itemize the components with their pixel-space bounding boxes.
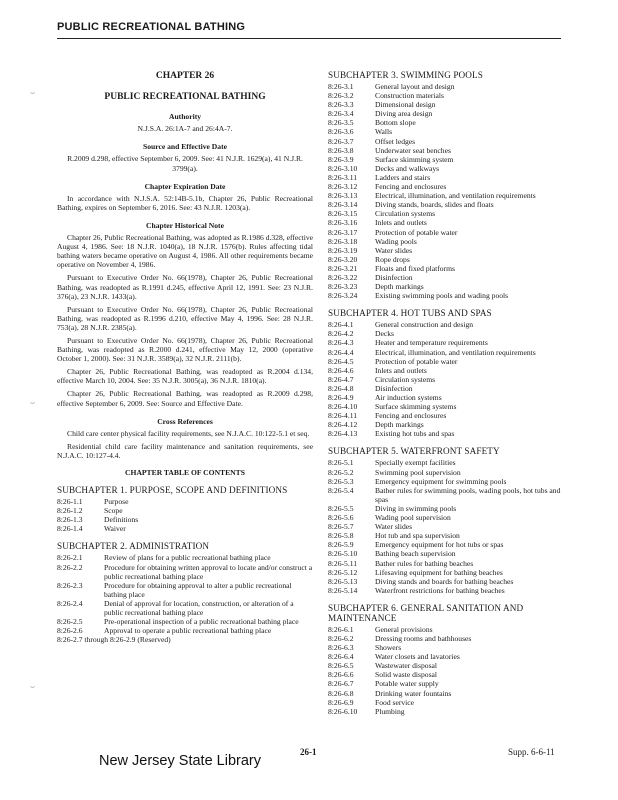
toc-row [328, 366, 563, 375]
subchapter-6-list [328, 625, 563, 716]
section-number: 8:26-4.13 [328, 429, 358, 439]
section-number: 8:26-4.10 [328, 402, 358, 412]
subchapter-4-list [328, 320, 563, 438]
section-title: Solid waste disposal [375, 670, 438, 680]
margin-mark: ⌣ [30, 398, 36, 407]
section-number: 8:26-4.9 [328, 393, 354, 402]
section-number: 8:26-1.3 [57, 515, 83, 525]
section-number: 8:26-2.6 [57, 626, 83, 636]
section-title: Depth markings [375, 282, 424, 292]
section-number: 8:26-5.11 [328, 558, 358, 568]
section-number: 8:26-4.12 [328, 420, 358, 430]
section-title: Rope drops [375, 254, 410, 264]
section-number: 8:26-3.16 [328, 218, 358, 228]
section-number: 8:26-4.4 [328, 347, 354, 357]
toc-row [328, 540, 563, 549]
section-number: 8:26-1.4 [57, 524, 83, 534]
section-title: Heater and temperature requirements [375, 338, 488, 348]
toc-row [328, 420, 563, 429]
toc-row [328, 661, 563, 670]
section-title: Emergency equipment for swimming pools [375, 476, 507, 486]
toc-row [328, 237, 563, 246]
subchapter-1-title: SUBCHAPTER 1. PURPOSE, SCOPE AND DEFINITIONS [57, 485, 288, 496]
section-number: 8:26-3.7 [328, 136, 354, 146]
section-number: 8:26-3.4 [328, 109, 354, 119]
toc-row [328, 338, 563, 347]
source-heading: Source and Effective Date [142, 142, 227, 152]
section-title: Waiver [104, 524, 126, 534]
toc-row [328, 652, 563, 661]
toc-row [328, 218, 563, 227]
section-title: Water slides [375, 522, 413, 532]
toc-row [328, 357, 563, 366]
section-title: Definitions [104, 515, 139, 525]
section-title: Dressing rooms and bathhouses [375, 633, 472, 643]
section-number: 8:26-5.7 [328, 522, 354, 532]
section-title: Bathing beach supervision [375, 549, 456, 559]
subchapter-3-title: SUBCHAPTER 3. SWIMMING POOLS [328, 70, 483, 80]
section-number: 8:26-2.5 [57, 617, 83, 627]
section-number: 8:26-6.7 [328, 679, 354, 689]
library-watermark: New Jersey State Library [99, 753, 261, 769]
section-number: 8:26-5.3 [328, 476, 354, 486]
toc-row [328, 568, 563, 577]
toc-row [328, 348, 563, 357]
toc-row [57, 581, 313, 599]
toc-row [328, 246, 563, 255]
section-number: 8:26-2.3 [57, 580, 83, 590]
section-title: Showers [375, 643, 402, 653]
section-number: 8:26-3.8 [328, 145, 354, 155]
toc-row [328, 91, 563, 100]
section-title: Fencing and enclosures [375, 411, 447, 421]
section-number: 8:26-3.23 [328, 282, 358, 292]
toc-row [328, 109, 563, 118]
chapter-number: CHAPTER 26 [155, 71, 215, 81]
section-number: 8:26-5.9 [328, 540, 354, 550]
section-number: 8:26-4.2 [328, 329, 354, 339]
section-title: General layout and design [375, 82, 455, 91]
toc-row [328, 182, 563, 191]
toc-row [328, 191, 563, 200]
toc-row [57, 599, 313, 617]
section-number: 8:26-3.15 [328, 209, 358, 219]
history-paragraph: Pursuant to Executive Order No. 66(1978), Chapter 26, Public Recreational Bathing, was readopted as R.1996 d.210, effective May 4, 1996. See: 28 N.J.R. 753(a), 28 N.J.R. 2385(a). [57, 304, 313, 332]
section-number: 8:26-4.8 [328, 383, 354, 393]
toc-row [328, 670, 563, 679]
history-paragraph: Chapter 26, Public Recreational Bathing, was readopted as R.2004 d.134, effective March 10, 2004. See: 35 N.J.R. 3005(a), 36 N.J.R. 1810(a). [57, 367, 313, 386]
subchapter-5-list [328, 458, 563, 594]
section-title: Scope [104, 506, 123, 516]
section-title: Diving area design [375, 109, 433, 119]
section-title: Denial of approval for location, construction, or alteration of a public recreational bathing place [104, 598, 294, 618]
section-number: 8:26-4.5 [328, 356, 354, 366]
section-number: 8:26-5.2 [328, 467, 354, 477]
toc-row [328, 513, 563, 522]
cross-references-heading: Cross References [157, 416, 213, 426]
toc-row [57, 497, 313, 506]
section-number: 8:26-3.6 [328, 127, 354, 137]
section-number: 8:26-5.5 [328, 503, 354, 513]
section-title: Bather rules for swimming pools, wading pools, hot tubs and spas [375, 485, 561, 504]
section-number: 8:26-3.10 [328, 163, 358, 173]
section-number: 8:26-5.10 [328, 549, 358, 559]
cross-reference: Residential child care facility maintenance and sanitation requirements, see N.J.A.C. 10:127-4.4. [57, 441, 313, 460]
section-title: Lifesaving equipment for bathing beaches [375, 567, 503, 577]
toc-row [328, 118, 563, 127]
toc-row [328, 291, 563, 300]
authority-text: N.J.S.A. 26:1A-7 and 26:4A-7. [137, 124, 233, 134]
section-number: 8:26-6.5 [328, 661, 354, 671]
toc-row [328, 411, 563, 420]
section-number: 8:26-5.14 [328, 585, 358, 595]
section-title: Walls [375, 127, 393, 137]
toc-row [328, 209, 563, 218]
section-title: Diving in swimming pools [375, 503, 457, 513]
section-number: 8:26-3.13 [328, 191, 358, 201]
section-title: Wastewater disposal [375, 661, 438, 671]
toc-row [328, 320, 563, 329]
section-number: 8:26-1.1 [57, 497, 83, 507]
toc-row [328, 559, 563, 568]
section-title: Wading pools [375, 236, 417, 246]
section-title: Procedure for obtaining approval to alter a public recreational bathing place [104, 580, 292, 599]
section-title: Hot tub and spa supervision [375, 531, 460, 541]
left-column [57, 70, 313, 644]
section-number: 8:26-2.4 [57, 598, 83, 608]
subchapter-2-title: SUBCHAPTER 2. ADMINISTRATION [57, 541, 210, 552]
section-number: 8:26-4.7 [328, 374, 354, 384]
section-number: 8:26-6.10 [328, 706, 358, 716]
toc-row [328, 504, 563, 513]
section-number: 8:26-4.11 [328, 411, 358, 421]
section-number: 8:26-3.11 [328, 172, 358, 182]
subchapter-4-title: SUBCHAPTER 4. HOT TUBS AND SPAS [328, 308, 492, 319]
section-title: Protection of potable water [375, 356, 458, 366]
section-title: Air induction systems [375, 393, 442, 402]
toc-row [57, 626, 313, 635]
section-title: Inlets and outlets [375, 218, 427, 228]
section-number: 8:26-6.4 [328, 652, 354, 662]
section-title: Approval to operate a public recreational bathing place [104, 626, 272, 636]
toc-row [328, 402, 563, 411]
toc-row [328, 577, 563, 586]
toc-row [328, 689, 563, 698]
toc-row [328, 329, 563, 338]
chapter-name: PUBLIC RECREATIONAL BATHING [104, 92, 266, 103]
section-number: 8:26-3.1 [328, 82, 354, 91]
section-number: 8:26-3.2 [328, 91, 354, 101]
toc-row [328, 155, 563, 164]
toc-row [328, 282, 563, 291]
toc-row [328, 531, 563, 540]
section-title: Swimming pool supervision [375, 467, 461, 477]
section-title: Existing swimming pools and wading pools [375, 291, 509, 301]
section-title: Inlets and outlets [375, 365, 427, 375]
toc-heading: CHAPTER TABLE OF CONTENTS [125, 468, 245, 477]
section-number: 8:26-3.17 [328, 227, 358, 237]
header-rule [57, 38, 561, 39]
section-number: 8:26-3.22 [328, 272, 358, 282]
section-title: Depth markings [375, 420, 424, 430]
history-heading: Chapter Historical Note [146, 220, 224, 230]
section-title: Potable water supply [375, 679, 439, 689]
toc-row [328, 100, 563, 109]
section-number: 8:26-3.5 [328, 118, 354, 128]
section-title: Decks and walkways [375, 163, 440, 173]
toc-row [328, 146, 563, 155]
section-number: 8:26-1.2 [57, 506, 83, 516]
section-title: Purpose [104, 497, 129, 507]
section-number: 8:26-5.6 [328, 513, 354, 523]
reserved-sections: 8:26-2.7 through 8:26-2.9 (Reserved) [57, 635, 171, 645]
section-title: Plumbing [375, 706, 405, 716]
section-title: Electrical, illumination, and ventilation requirements [375, 191, 536, 201]
toc-row [328, 137, 563, 146]
section-title: Floats and fixed platforms [375, 263, 455, 273]
section-number: 8:26-4.6 [328, 365, 354, 375]
section-title: Protection of potable water [375, 227, 458, 237]
section-number: 8:26-3.12 [328, 182, 358, 192]
toc-row [328, 707, 563, 716]
toc-row [57, 524, 313, 533]
section-title: Circulation systems [375, 209, 436, 219]
toc-row [328, 698, 563, 707]
toc-row [328, 375, 563, 384]
section-number: 8:26-3.21 [328, 263, 358, 273]
section-number: 8:26-4.3 [328, 338, 354, 348]
toc-row [328, 679, 563, 688]
margin-mark: ⌣ [30, 682, 36, 691]
toc-row [328, 468, 563, 477]
section-title: Bottom slope [375, 118, 416, 128]
toc-row [328, 458, 563, 467]
section-title: Diving stands, boards, slides and floats [375, 200, 494, 210]
supplement-date: Supp. 6-6-11 [508, 747, 555, 757]
toc-row [328, 384, 563, 393]
section-number: 8:26-3.3 [328, 100, 354, 110]
section-number: 8:26-3.24 [328, 291, 358, 301]
section-number: 8:26-5.13 [328, 576, 358, 586]
section-title: Disinfection [375, 383, 413, 393]
section-number: 8:26-5.8 [328, 531, 354, 541]
toc-row [328, 393, 563, 402]
section-number: 8:26-5.4 [328, 485, 354, 495]
section-title: Food service [375, 697, 415, 707]
authority-heading: Authority [168, 112, 202, 122]
section-title: Pre-operational inspection of a public recreational bathing place [104, 617, 299, 627]
section-title: Offset ledges [375, 136, 416, 146]
toc-row [328, 82, 563, 91]
section-number: 8:26-3.20 [328, 254, 358, 264]
section-title: Underwater seat benches [375, 145, 451, 155]
history-paragraph: Chapter 26, Public Recreational Bathing, was readopted as R.2009 d.298, effective September 6, 2009. See: Source and Effective Date. [57, 389, 313, 408]
section-title: Surface skimming systems [375, 402, 457, 412]
toc-row [328, 643, 563, 652]
section-number: 8:26-6.3 [328, 643, 354, 653]
expiration-heading: Chapter Expiration Date [144, 181, 226, 191]
page-number: 26-1 [300, 747, 317, 757]
toc-row [328, 173, 563, 182]
section-title: Water slides [375, 245, 413, 255]
toc-row [328, 586, 563, 595]
section-title: Drinking water fountains [375, 688, 452, 698]
cross-reference: Child care center physical facility requirements, see N.J.A.C. 10:122-5.1 et seq. [67, 428, 310, 438]
section-title: Emergency equipment for hot tubs or spas [375, 540, 504, 550]
section-title: Decks [375, 329, 394, 339]
history-paragraph: Pursuant to Executive Order No. 66(1978), Chapter 26, Public Recreational Bathing, was readopted as R.2000 d.241, effective May 12, 2000 (operative October 1, 2000). See: 31 N.J.R. 3589(a), 32 N.J.R. 2111(b). [57, 335, 313, 364]
toc-row [328, 634, 563, 643]
section-title: Review of plans for a public recreational bathing place [104, 553, 271, 563]
section-number: 8:26-6.9 [328, 697, 354, 707]
subchapter-3-list [328, 82, 563, 300]
section-number: 8:26-2.1 [57, 553, 83, 563]
section-number: 8:26-3.14 [328, 200, 358, 210]
toc-row [57, 506, 313, 515]
section-number: 8:26-5.1 [328, 458, 354, 468]
toc-row [328, 264, 563, 273]
section-number: 8:26-6.8 [328, 688, 354, 698]
section-title: Construction materials [375, 91, 444, 101]
section-number: 8:26-5.12 [328, 567, 358, 577]
toc-row [328, 522, 563, 531]
toc-row [57, 553, 313, 562]
toc-row [328, 255, 563, 264]
running-header: PUBLIC RECREATIONAL BATHING [57, 21, 246, 33]
section-number: 8:26-6.1 [328, 624, 354, 634]
right-column [328, 70, 563, 716]
section-title: General construction and design [375, 320, 474, 330]
section-number: 8:26-2.2 [57, 562, 83, 572]
toc-row [57, 563, 313, 581]
section-number: 8:26-4.1 [328, 320, 354, 330]
section-title: Wading pool supervision [375, 513, 451, 523]
section-title: Disinfection [375, 272, 413, 282]
section-number: 8:26-6.2 [328, 633, 354, 643]
toc-row [328, 549, 563, 558]
history-paragraph: Chapter 26, Public Recreational Bathing, was adopted as R.1986 d.328, effective August 4, 1986. See: 18 N.J.R. 1040(a), 18 N.J.R. 1576(b). Rules affecting tidal bathing waters became operative on August 4, 1986. All other requirements became operative on November 4, 1986. [57, 233, 313, 270]
section-title: Circulation systems [375, 374, 436, 384]
section-title: Electrical, illumination, and ventilation requirements [375, 347, 536, 357]
section-title: Bather rules for bathing beaches [375, 558, 474, 568]
section-number: 8:26-6.6 [328, 670, 354, 680]
margin-mark: ⌣ [30, 88, 36, 97]
history-paragraph: Pursuant to Executive Order No. 66(1978), Chapter 26, Public Recreational Bathing, was readopted as R.1991 d.245, effective April 12, 1991. See: 23 N.J.R. 376(a), 23 N.J.R. 1433(a). [57, 273, 313, 301]
toc-row [328, 127, 563, 136]
section-title: Dimensional design [375, 100, 436, 110]
subchapter-5-title: SUBCHAPTER 5. WATERFRONT SAFETY [328, 446, 500, 457]
section-title: Waterfront restrictions for bathing beaches [375, 585, 505, 595]
section-number: 8:26-3.19 [328, 245, 358, 255]
toc-row [328, 164, 563, 173]
section-title: General provisions [375, 624, 433, 634]
source-text: R.2009 d.298, effective September 6, 2009. See: 41 N.J.R. 1629(a), 41 N.J.R. 3799(a). [67, 154, 303, 173]
section-title: Fencing and enclosures [375, 182, 447, 192]
toc-row [328, 273, 563, 282]
expiration-text: In accordance with N.J.S.A. 52:14B-5.1b, Chapter 26, Public Recreational Bathing, expires on September 6, 2016. See: 43 N.J.R. 1203(a). [57, 193, 313, 212]
toc-row [328, 228, 563, 237]
toc-row [328, 477, 563, 486]
section-title: Specially exempt facilities [375, 458, 456, 468]
section-title: Surface skimming system [375, 154, 454, 164]
section-title: Procedure for obtaining written approval to locate and/or construct a public recreational bathing place [104, 562, 313, 581]
section-number: 8:26-3.9 [328, 154, 354, 164]
section-title: Diving stands and boards for bathing beaches [375, 576, 514, 586]
section-title: Water closets and lavatories [375, 652, 460, 662]
toc-row [328, 200, 563, 209]
section-title: Existing hot tubs and spas [375, 429, 455, 439]
toc-row [328, 486, 563, 504]
section-title: Ladders and stairs [375, 172, 431, 182]
toc-row [57, 515, 313, 524]
section-number: 8:26-3.18 [328, 236, 358, 246]
toc-row [328, 429, 563, 438]
subchapter-6-title: SUBCHAPTER 6. GENERAL SANITATION AND MAINTENANCE [328, 602, 524, 623]
toc-row [328, 625, 563, 634]
toc-row [57, 617, 313, 626]
